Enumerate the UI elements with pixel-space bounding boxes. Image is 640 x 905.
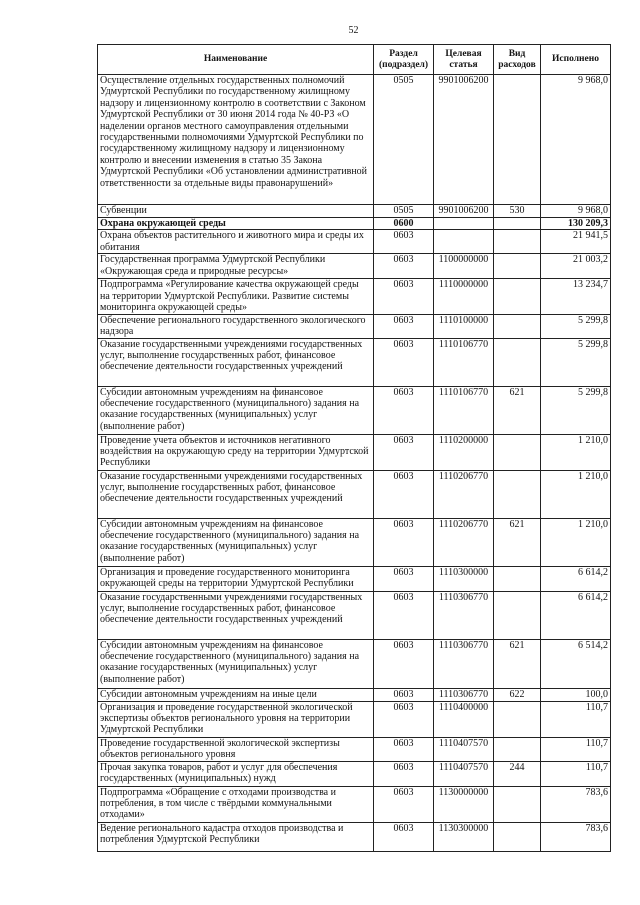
row-name: Оказание государственными учреждениями государственных услуг, выполнение государственных работ, финансовое обеспечение деятельности государственных учреждений bbox=[98, 470, 374, 518]
row-target-article: 1110106770 bbox=[434, 386, 494, 434]
row-expense-kind: 621 bbox=[494, 518, 541, 566]
header-row bbox=[98, 45, 611, 75]
table-row bbox=[98, 205, 611, 218]
row-target-article: 1100000000 bbox=[434, 254, 494, 279]
row-section: 0603 bbox=[374, 434, 434, 470]
row-target-article: 1110200000 bbox=[434, 434, 494, 470]
header-expense-kind: Вид расходов bbox=[494, 45, 541, 75]
row-section: 0603 bbox=[374, 338, 434, 386]
row-name: Обеспечение регионального государственного экологического надзора bbox=[98, 314, 374, 338]
header-target-article: Целевая статья bbox=[434, 45, 494, 75]
row-expense-kind bbox=[494, 279, 541, 314]
row-target-article bbox=[434, 218, 494, 230]
table-row bbox=[98, 639, 611, 688]
row-name: Прочая закупка товаров, работ и услуг для обеспечения государственных (муниципальных) нужд bbox=[98, 761, 374, 786]
row-executed: 110,7 bbox=[541, 737, 611, 761]
row-section: 0603 bbox=[374, 470, 434, 518]
row-target-article: 1110306770 bbox=[434, 688, 494, 701]
row-name: Организация и проведение государственной экологической экспертизы объектов регионального уровня на территории Удмуртской Республики bbox=[98, 701, 374, 737]
row-target-article: 1110106770 bbox=[434, 338, 494, 386]
table-row bbox=[98, 591, 611, 639]
row-target-article: 1110400000 bbox=[434, 701, 494, 737]
row-executed: 6 614,2 bbox=[541, 566, 611, 591]
table-row bbox=[98, 566, 611, 591]
row-target-article: 9901006200 bbox=[434, 205, 494, 218]
row-expense-kind bbox=[494, 822, 541, 851]
row-target-article: 1110206770 bbox=[434, 518, 494, 566]
row-expense-kind bbox=[494, 701, 541, 737]
row-name: Проведение государственной экологической экспертизы объектов регионального уровня bbox=[98, 737, 374, 761]
row-target-article: 1110407570 bbox=[434, 737, 494, 761]
row-executed: 13 234,7 bbox=[541, 279, 611, 314]
row-name: Подпрограмма «Обращение с отходами производства и потребления, в том числе с твёрдыми коммунальными отходами» bbox=[98, 786, 374, 822]
row-target-article bbox=[434, 230, 494, 254]
row-section: 0603 bbox=[374, 786, 434, 822]
row-target-article: 1110000000 bbox=[434, 279, 494, 314]
row-executed: 1 210,0 bbox=[541, 434, 611, 470]
table-row bbox=[98, 386, 611, 434]
page-number: 52 bbox=[348, 25, 359, 36]
row-name: Субсидии автономным учреждениям на иные цели bbox=[98, 688, 374, 701]
row-target-article: 1110300000 bbox=[434, 566, 494, 591]
row-expense-kind bbox=[494, 566, 541, 591]
table-row bbox=[98, 314, 611, 338]
row-expense-kind: 530 bbox=[494, 205, 541, 218]
row-executed: 5 299,8 bbox=[541, 386, 611, 434]
row-expense-kind: 622 bbox=[494, 688, 541, 701]
header-section: Раздел (подраздел) bbox=[374, 45, 434, 75]
row-executed: 1 210,0 bbox=[541, 470, 611, 518]
table-row bbox=[98, 254, 611, 279]
table-row bbox=[98, 786, 611, 822]
row-section: 0603 bbox=[374, 688, 434, 701]
row-executed: 783,6 bbox=[541, 822, 611, 851]
row-executed: 21 941,5 bbox=[541, 230, 611, 254]
table-row bbox=[98, 279, 611, 314]
row-executed: 110,7 bbox=[541, 701, 611, 737]
row-target-article: 1110306770 bbox=[434, 639, 494, 688]
table-body bbox=[98, 75, 611, 852]
row-expense-kind: 621 bbox=[494, 386, 541, 434]
row-expense-kind bbox=[494, 314, 541, 338]
row-section: 0603 bbox=[374, 701, 434, 737]
row-section: 0603 bbox=[374, 591, 434, 639]
table-row bbox=[98, 470, 611, 518]
row-section: 0603 bbox=[374, 254, 434, 279]
table-row bbox=[98, 518, 611, 566]
row-expense-kind: 244 bbox=[494, 761, 541, 786]
row-expense-kind bbox=[494, 230, 541, 254]
row-expense-kind bbox=[494, 737, 541, 761]
row-target-article: 1110407570 bbox=[434, 761, 494, 786]
row-target-article: 1110306770 bbox=[434, 591, 494, 639]
row-executed: 110,7 bbox=[541, 761, 611, 786]
row-name: Субсидии автономным учреждениям на финансовое обеспечение государственного (муниципального) задания на оказание государственных (муниципальных) услуг (выполнение работ) bbox=[98, 639, 374, 688]
row-target-article: 1110206770 bbox=[434, 470, 494, 518]
table-row bbox=[98, 434, 611, 470]
row-name: Организация и проведение государственного мониторинга окружающей среды на территории Удмуртской Республики bbox=[98, 566, 374, 591]
table-row bbox=[98, 701, 611, 737]
row-expense-kind bbox=[494, 254, 541, 279]
row-expense-kind bbox=[494, 470, 541, 518]
row-expense-kind bbox=[494, 218, 541, 230]
row-executed: 100,0 bbox=[541, 688, 611, 701]
row-section: 0603 bbox=[374, 822, 434, 851]
table-row bbox=[98, 822, 611, 851]
row-name: Охрана окружающей среды bbox=[98, 218, 374, 230]
table-row bbox=[98, 338, 611, 386]
row-executed: 130 209,3 bbox=[541, 218, 611, 230]
row-section: 0600 bbox=[374, 218, 434, 230]
row-section: 0505 bbox=[374, 75, 434, 205]
row-executed: 6 514,2 bbox=[541, 639, 611, 688]
row-name: Осуществление отдельных государственных полномочий Удмуртской Республики по государственному жилищному надзору и лицензионному контролю в соответствии с Законом Удмуртской Республики от 30 июня 2014 года № 40-РЗ «О наделении органов местного самоуправления отдельными государственными полномочиями Удмуртской Республики по государственному жилищному надзору и лицензионному контролю и внесении изменения в статью 35 Закона Удмуртской Республики «Об установлении административной ответственности за отдельные виды правонарушений» bbox=[98, 75, 374, 205]
row-executed: 9 968,0 bbox=[541, 75, 611, 205]
row-expense-kind bbox=[494, 786, 541, 822]
table-row bbox=[98, 218, 611, 230]
row-section: 0603 bbox=[374, 230, 434, 254]
row-section: 0505 bbox=[374, 205, 434, 218]
row-name: Субсидии автономным учреждениям на финансовое обеспечение государственного (муниципального) задания на оказание государственных (муниципальных) услуг (выполнение работ) bbox=[98, 518, 374, 566]
row-section: 0603 bbox=[374, 279, 434, 314]
row-section: 0603 bbox=[374, 386, 434, 434]
row-executed: 1 210,0 bbox=[541, 518, 611, 566]
row-section: 0603 bbox=[374, 314, 434, 338]
table-row bbox=[98, 230, 611, 254]
row-name: Охрана объектов растительного и животного мира и среды их обитания bbox=[98, 230, 374, 254]
row-expense-kind bbox=[494, 591, 541, 639]
row-expense-kind bbox=[494, 338, 541, 386]
row-expense-kind bbox=[494, 434, 541, 470]
row-name: Оказание государственными учреждениями государственных услуг, выполнение государственных работ, финансовое обеспечение деятельности государственных учреждений bbox=[98, 591, 374, 639]
row-executed: 5 299,8 bbox=[541, 338, 611, 386]
row-target-article: 1130000000 bbox=[434, 786, 494, 822]
row-section: 0603 bbox=[374, 639, 434, 688]
row-section: 0603 bbox=[374, 737, 434, 761]
row-name: Субсидии автономным учреждениям на финансовое обеспечение государственного (муниципального) задания на оказание государственных (муниципальных) услуг (выполнение работ) bbox=[98, 386, 374, 434]
row-target-article: 9901006200 bbox=[434, 75, 494, 205]
row-expense-kind: 621 bbox=[494, 639, 541, 688]
table-row bbox=[98, 761, 611, 786]
row-executed: 9 968,0 bbox=[541, 205, 611, 218]
row-executed: 6 614,2 bbox=[541, 591, 611, 639]
row-section: 0603 bbox=[374, 518, 434, 566]
row-section: 0603 bbox=[374, 761, 434, 786]
table-header bbox=[98, 45, 611, 75]
table-row bbox=[98, 737, 611, 761]
row-name: Оказание государственными учреждениями государственных услуг, выполнение государственных работ, финансовое обеспечение деятельности государственных учреждений bbox=[98, 338, 374, 386]
row-executed: 21 003,2 bbox=[541, 254, 611, 279]
budget-table bbox=[97, 44, 611, 852]
row-target-article: 1110100000 bbox=[434, 314, 494, 338]
row-expense-kind bbox=[494, 75, 541, 205]
row-executed: 783,6 bbox=[541, 786, 611, 822]
row-executed: 5 299,8 bbox=[541, 314, 611, 338]
table-row bbox=[98, 75, 611, 205]
row-name: Проведение учета объектов и источников негативного воздействия на окружающую среду на территории Удмуртской Республики bbox=[98, 434, 374, 470]
header-executed: Исполнено bbox=[541, 45, 611, 75]
header-name: Наименование bbox=[98, 45, 374, 75]
row-name: Субвенции bbox=[98, 205, 374, 218]
row-section: 0603 bbox=[374, 566, 434, 591]
row-name: Ведение регионального кадастра отходов производства и потребления Удмуртской Республики bbox=[98, 822, 374, 851]
row-target-article: 1130300000 bbox=[434, 822, 494, 851]
row-name: Подпрограмма «Регулирование качества окружающей среды на территории Удмуртской Республики. Развитие системы мониторинга окружающей среды» bbox=[98, 279, 374, 314]
table-row bbox=[98, 688, 611, 701]
row-name: Государственная программа Удмуртской Республики «Окружающая среда и природные ресурсы» bbox=[98, 254, 374, 279]
